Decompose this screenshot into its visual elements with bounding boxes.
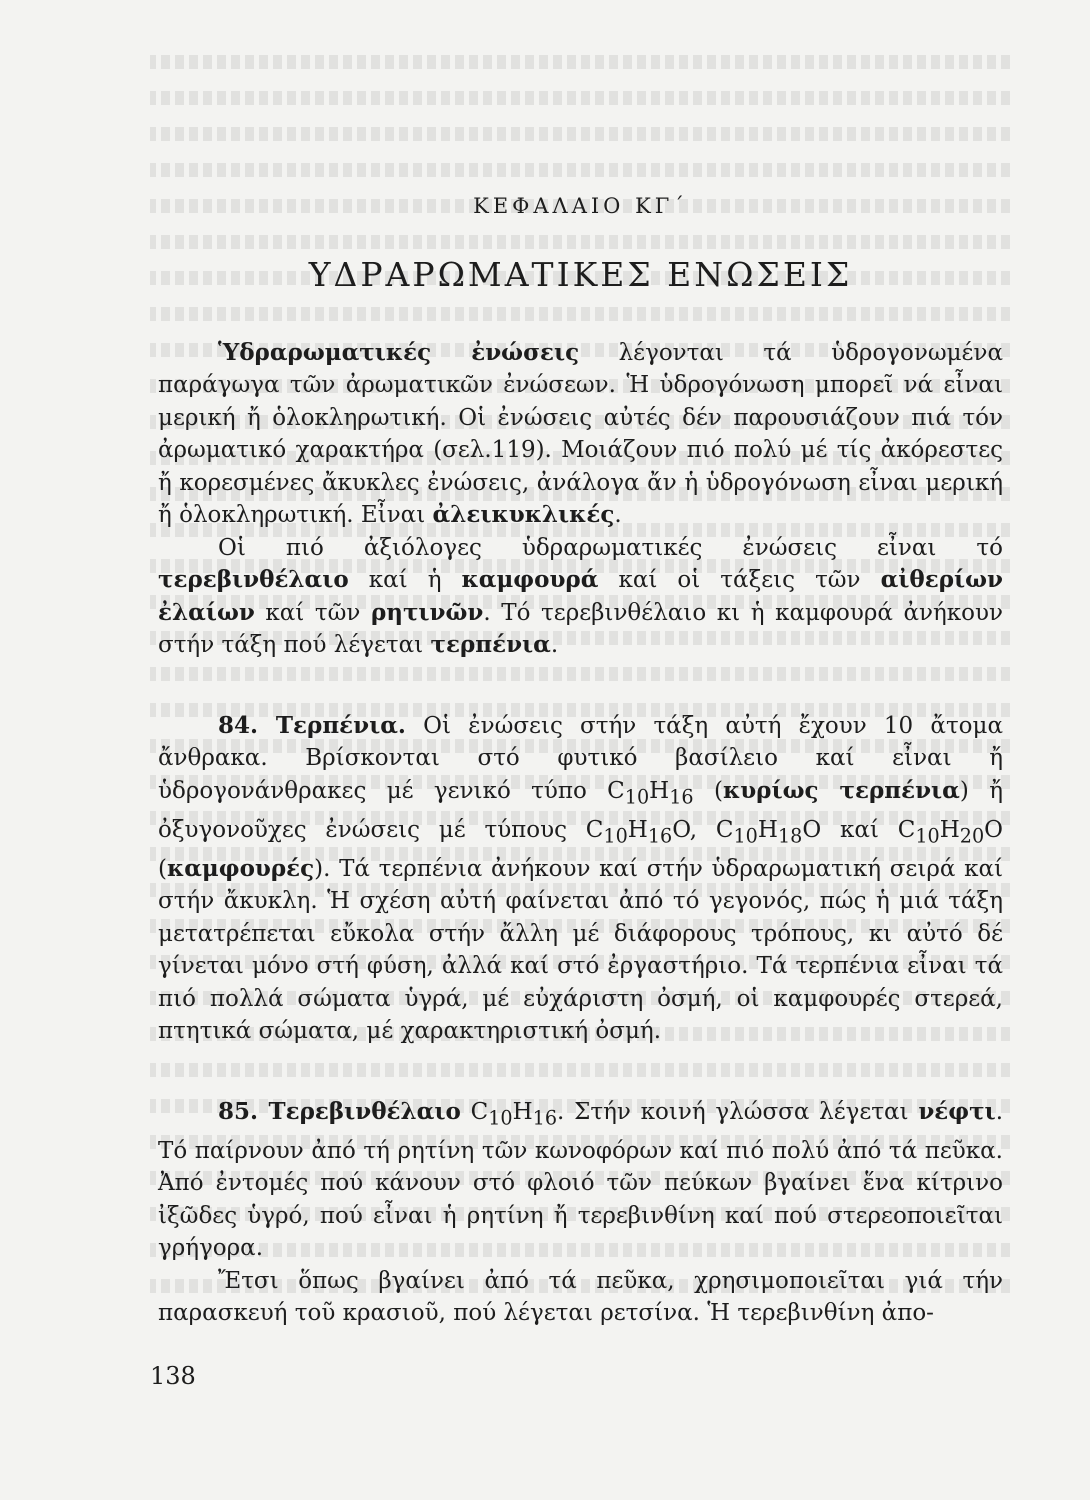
section-85-paragraph-2: Ἔτσι ὅπως βγαίνει ἀπό τά πεῦκα, χρησιμοποιεῖται γιά τήν παρασκευή τοῦ κρασιοῦ, πού λέγεται ρετσίνα. Ἡ τερεβινθίνη ἀπο-: [158, 1267, 1003, 1327]
section-84-paragraph: 84. Τερπένια. Οἱ ἐνώσεις στήν τάξη αὐτή ἔχουν 10 ἄτομα ἄνθρακα. Βρίσκονται στό φυτικό βασίλειο καί εἶναι ἤ ὑδρογονάνθρακες μέ γενικό τύπο $C_{10}H_{16}$ (κυρίως τερπένια) ἤ ὀξυγονοῦχες ἐνώσεις μέ τύπους $C_{10}H_{16}O$, $C_{10}H_{18}O$ καί $C_{10}H_{20}O$ (καμφουρές). Τά τερπένια ἀνήκουν καί στήν ὑδραρωματική σειρά καί στήν ἄκυκλη. Ἡ σχέση αὐτή φαίνεται ἀπό τό γεγονός, πώς ἡ μιά τάξη μετατρέπεται εὔκολα στήν ἄλλη μέ διάφορους τρόπους, κι αὐτό δέ γίνεται μόνο στή φύση, ἀλλά καί στό ἐργαστήριο. Τά τερπένια εἶναι τά πιό πολλά σώματα ὑγρά, μέ εὐχάριστη ὀσμή, οἱ καμφουρές στερεά, πτητικά σώματα, μέ χαρακτηριστική ὀσμή.: [158, 711, 1004, 1045]
chapter-title: ΥΔΡΑΡΩΜΑΤΙΚΕΣ ΕΝΩΣΕΙΣ: [308, 254, 853, 294]
formula-c10h16o: $C_{10}H_{16}O$: [585, 816, 690, 848]
term-nefti: νέφτι: [918, 1097, 996, 1125]
term-turpentine: τερεβινθέλαιο: [158, 566, 349, 593]
section-85-paragraph: 85. Τερεβινθέλαιο $C_{10}H_{16}$. Στήν κοινή γλώσσα λέγεται νέφτι. Τό παίρνουν ἀπό τή ρητίνη τῶν κωνοφόρων καί πιό πολύ ἀπό τά πεῦκα. Ἀπό ἐντομές πού κάνουν στό φλοιό τῶν πεύκων βγαίνει ἕνα κίτρινο ἰξῶδες ὑγρό, πού εἶναι ἡ ρητίνη ἤ τερεβινθίνη καί πού στερεοποιεῖται γρήγορα.: [158, 1097, 1003, 1262]
chapter-label: ΚΕΦΑΛΑΙΟ ΚΓ΄: [473, 194, 688, 218]
intro-paragraph-2: Οἱ πιό ἀξιόλογες ὑδραρωματικές ἐνώσεις εἶναι τό τερεβινθέλαιο καί ἡ καμφουρά καί οἱ τάξεις τῶν αἰθερίων ἐλαίων καί τῶν ρητινῶν. Τό τερεβινθέλαιο κι ἡ καμφουρά ἀνήκουν στήν τάξη πού λέγεται τερπένια.: [158, 534, 1004, 658]
formula-c10h20o: $C_{10}H_{20}O$: [897, 816, 1004, 848]
formula-c10h18o: $C_{10}H_{18}O$: [715, 816, 822, 848]
term-alicyclic: ἀλεικυκλικές: [432, 501, 615, 528]
term-camphor: καμφουρά: [461, 566, 599, 593]
section-84-heading: 84. Τερπένια.: [218, 711, 406, 739]
intro-paragraph-1: Ὑδραρωματικές ἐνώσεις λέγονται τά ὑδρογονωμένα παράγωγα τῶν ἀρωματικῶν ἐνώσεων. Ἡ ὑδρογόνωση μπορεῖ νά εἶναι μερική ἤ ὁλοκληρωτική. Οἱ ἐνώσεις αὐτές δέν παρουσιάζουν πιά τόν ἀρωματικό χαρακτήρα (σελ.119). Μοιάζουν πιό πολύ μέ τίς ἀκόρεστες ἤ κορεσμένες ἄκυκλες ἐνώσεις, ἀνάλογα ἄν ἡ ὑδρογόνωση εἶναι μερική ἤ ὁλοκληρωτική. Εἶναι ἀλεικυκλικές.: [158, 338, 1003, 528]
section-85-heading: 85. Τερεβινθέλαιο: [218, 1097, 461, 1125]
formula-c10h16-turpentine: $C_{10}H_{16}$: [470, 1098, 558, 1130]
page-number: 138: [150, 1362, 196, 1390]
term-resins: ρητινῶν: [370, 598, 484, 626]
term-hydroaromatic: Ὑδραρωματικές ἐνώσεις: [218, 338, 580, 366]
term-mainly-terpenes: κυρίως τερπένια: [722, 776, 960, 804]
formula-c10h16: $C_{10}H_{16}$: [607, 777, 694, 809]
book-page: [158, 190, 1003, 1330]
term-camphors: καμφουρές: [166, 854, 315, 882]
term-essential-oils: αἰθερίων ἐλαίων: [158, 566, 1004, 626]
term-terpenes: τερπένια: [430, 631, 551, 658]
